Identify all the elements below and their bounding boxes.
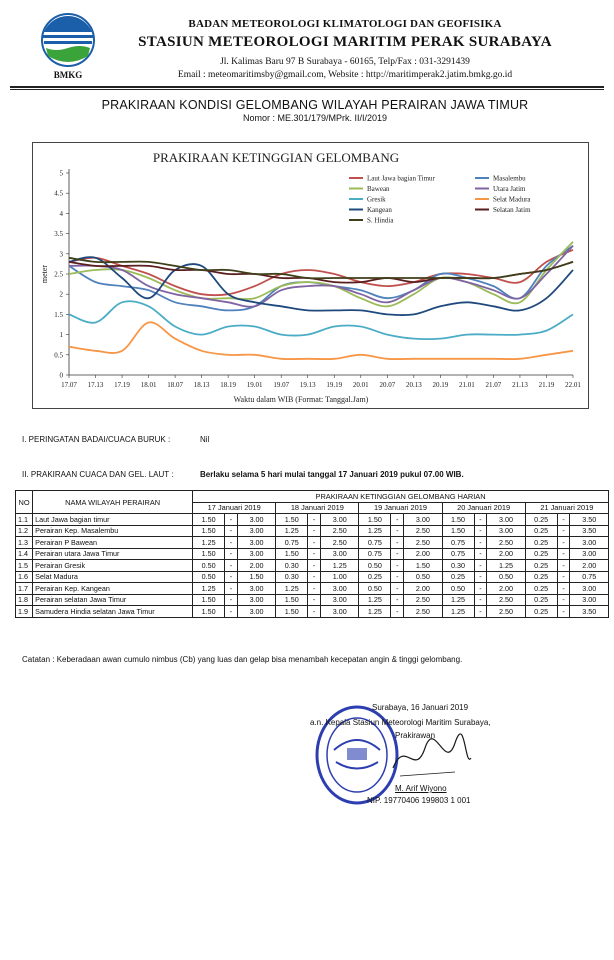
min-height: 1.50: [276, 606, 308, 618]
range-dash: -: [557, 594, 570, 606]
max-height: 0.75: [570, 571, 609, 583]
max-height: 2.00: [570, 560, 609, 572]
y-tick-label: 2: [59, 290, 63, 299]
min-height: 0.25: [525, 514, 557, 526]
min-height: 0.25: [525, 594, 557, 606]
row-number: 1.3: [16, 537, 33, 549]
range-dash: -: [225, 548, 238, 560]
y-tick-label: 0.5: [54, 351, 63, 360]
range-dash: -: [225, 537, 238, 549]
range-dash: -: [391, 525, 404, 537]
max-height: 3.00: [321, 514, 359, 526]
min-height: 1.25: [359, 525, 391, 537]
date-header: 19 Januari 2019: [359, 502, 442, 514]
warning-label: I. PERINGATAN BADAI/CUACA BURUK :: [22, 435, 171, 444]
station-contact: Email : meteomaritimsby@gmail.com, Website : http://maritimperak2.jatim.bmkg.go.id: [177, 70, 513, 80]
min-height: 1.25: [442, 594, 474, 606]
area-name: Selat Madura: [33, 571, 193, 583]
range-dash: -: [391, 583, 404, 595]
min-height: 0.75: [442, 537, 474, 549]
range-dash: -: [391, 514, 404, 526]
min-height: 0.25: [525, 548, 557, 560]
y-tick-label: 2.5: [54, 270, 63, 279]
x-tick-label: 18.19: [220, 381, 237, 389]
max-height: 3.00: [321, 583, 359, 595]
x-tick-label: 21.07: [485, 381, 502, 389]
max-height: 3.00: [237, 548, 275, 560]
row-number: 1.4: [16, 548, 33, 560]
table-row: [16, 525, 609, 537]
area-name: Laut Jawa bagian timur: [33, 514, 193, 526]
max-height: 3.50: [570, 514, 609, 526]
y-axis-label: meter: [40, 264, 49, 284]
max-height: 3.00: [321, 594, 359, 606]
max-height: 3.00: [237, 583, 275, 595]
max-height: 3.00: [237, 525, 275, 537]
max-height: 2.00: [404, 548, 442, 560]
range-dash: -: [474, 548, 487, 560]
range-dash: -: [474, 571, 487, 583]
logo-text: BMKG: [53, 70, 83, 80]
x-tick-label: 20.19: [432, 381, 449, 389]
row-number: 1.5: [16, 560, 33, 572]
max-height: 0.50: [404, 571, 442, 583]
max-height: 2.50: [404, 594, 442, 606]
series-line: [69, 258, 573, 279]
max-height: 3.50: [570, 525, 609, 537]
min-height: 1.50: [276, 548, 308, 560]
min-height: 1.25: [442, 606, 474, 618]
x-tick-label: 20.13: [405, 381, 422, 389]
range-dash: -: [557, 514, 570, 526]
warning-value: Nil: [200, 435, 210, 444]
max-height: 1.50: [404, 560, 442, 572]
col-no: NO: [16, 491, 33, 514]
table-header-row: [16, 491, 609, 503]
x-tick-label: 19.01: [246, 381, 263, 389]
x-tick-label: 17.07: [61, 381, 77, 389]
bmkg-logo: [34, 12, 102, 82]
max-height: 3.00: [237, 514, 275, 526]
range-dash: -: [391, 560, 404, 572]
range-dash: -: [308, 606, 321, 618]
min-height: 0.50: [193, 571, 225, 583]
range-dash: -: [391, 571, 404, 583]
max-height: 3.00: [570, 548, 609, 560]
legend-label: Utara Jatim: [493, 185, 526, 193]
table-row: [16, 548, 609, 560]
date-header: 21 Januari 2019: [525, 502, 608, 514]
x-tick-label: 19.07: [273, 381, 290, 389]
header-divider: [10, 86, 604, 88]
forecast-table: [15, 490, 609, 618]
min-height: 0.25: [525, 583, 557, 595]
range-dash: -: [391, 594, 404, 606]
y-tick-label: 5: [59, 169, 63, 178]
x-tick-label: 17.13: [87, 381, 104, 389]
range-dash: -: [391, 537, 404, 549]
max-height: 0.50: [487, 571, 525, 583]
x-tick-label: 20.01: [352, 381, 369, 389]
range-dash: -: [308, 560, 321, 572]
legend-label: Gresik: [367, 195, 386, 204]
range-dash: -: [225, 560, 238, 572]
table-body: [16, 514, 609, 618]
max-height: 3.50: [570, 606, 609, 618]
max-height: 2.50: [404, 525, 442, 537]
max-height: 2.00: [487, 583, 525, 595]
min-height: 0.50: [193, 560, 225, 572]
max-height: 3.00: [487, 525, 525, 537]
min-height: 0.75: [276, 537, 308, 549]
header-divider-thin: [10, 89, 604, 90]
max-height: 1.25: [487, 560, 525, 572]
document-number: Nomor : ME.301/179/MPrk. II/I/2019: [242, 113, 388, 123]
min-height: 1.50: [276, 594, 308, 606]
range-dash: -: [391, 548, 404, 560]
max-height: 2.00: [404, 583, 442, 595]
date-header: 18 Januari 2019: [276, 502, 359, 514]
min-height: 1.25: [276, 525, 308, 537]
min-height: 1.50: [193, 525, 225, 537]
min-height: 0.50: [359, 583, 391, 595]
area-name: Perairan selatan Jawa Timur: [33, 594, 193, 606]
date-header: 20 Januari 2019: [442, 502, 525, 514]
table-row: [16, 560, 609, 572]
range-dash: -: [225, 514, 238, 526]
legend-label: Bawean: [367, 185, 390, 193]
max-height: 2.00: [487, 548, 525, 560]
x-tick-label: 21.01: [459, 381, 475, 389]
min-height: 1.50: [442, 514, 474, 526]
area-name: Perairan Gresik: [33, 560, 193, 572]
min-height: 0.25: [525, 571, 557, 583]
range-dash: -: [474, 514, 487, 526]
min-height: 0.25: [525, 560, 557, 572]
y-tick-label: 0: [59, 371, 63, 380]
x-tick-label: 19.13: [299, 381, 316, 389]
station-name: STASIUN METEOROLOGI MARITIM PERAK SURABAYA: [138, 34, 552, 50]
range-dash: -: [474, 594, 487, 606]
x-tick-label: 21.19: [538, 381, 555, 389]
range-dash: -: [557, 606, 570, 618]
range-dash: -: [474, 525, 487, 537]
min-height: 1.50: [193, 514, 225, 526]
table-row: [16, 514, 609, 526]
min-height: 0.25: [442, 571, 474, 583]
area-name: Perairan utara Jawa Timur: [33, 548, 193, 560]
area-name: Perairan P Bawean: [33, 537, 193, 549]
forecast-label: II. PRAKIRAAN CUACA DAN GEL. LAUT :: [22, 470, 174, 479]
wave-height-chart: [32, 142, 589, 409]
max-height: 1.25: [321, 560, 359, 572]
signature-place-date: Surabaya, 16 Januari 2019: [372, 703, 469, 712]
range-dash: -: [557, 571, 570, 583]
min-height: 1.25: [359, 606, 391, 618]
max-height: 3.00: [570, 583, 609, 595]
max-height: 1.50: [237, 571, 275, 583]
legend-label: Selat Madura: [493, 195, 531, 204]
y-tick-label: 4.5: [54, 189, 63, 198]
min-height: 0.50: [442, 583, 474, 595]
min-height: 0.50: [359, 560, 391, 572]
col-group-header: PRAKIRAAN KETINGGIAN GELOMBANG HARIAN: [193, 491, 609, 503]
chart-title: PRAKIRAAN KETINGGIAN GELOMBANG: [152, 150, 400, 165]
table-row: [16, 583, 609, 595]
max-height: 2.50: [404, 537, 442, 549]
max-height: 2.00: [237, 560, 275, 572]
min-height: 0.75: [442, 548, 474, 560]
x-tick-label: 18.01: [140, 381, 157, 389]
min-height: 0.25: [525, 606, 557, 618]
range-dash: -: [557, 583, 570, 595]
row-number: 1.1: [16, 514, 33, 526]
range-dash: -: [225, 525, 238, 537]
y-tick-label: 1.5: [54, 310, 63, 319]
max-height: 2.50: [487, 606, 525, 618]
min-height: 1.50: [359, 514, 391, 526]
series-line: [69, 322, 573, 359]
min-height: 0.25: [359, 571, 391, 583]
forecast-validity: Berlaku selama 5 hari mulai tanggal 17 Januari 2019 pukul 07.00 WIB.: [200, 470, 464, 479]
range-dash: -: [557, 560, 570, 572]
range-dash: -: [308, 525, 321, 537]
series-line: [69, 242, 573, 307]
x-tick-label: 21.13: [512, 381, 528, 389]
table-row: [16, 537, 609, 549]
range-dash: -: [557, 525, 570, 537]
max-height: 3.00: [404, 514, 442, 526]
min-height: 0.30: [276, 571, 308, 583]
chart-svg: [33, 143, 588, 408]
range-dash: -: [225, 606, 238, 618]
row-number: 1.8: [16, 594, 33, 606]
y-tick-label: 3.5: [54, 230, 63, 239]
min-height: 1.50: [193, 548, 225, 560]
max-height: 2.50: [487, 594, 525, 606]
x-tick-label: 22.01: [565, 381, 581, 389]
table-row: [16, 606, 609, 618]
legend-label: Selatan Jatim: [493, 206, 531, 214]
area-name: Samudera Hindia selatan Jawa Timur: [33, 606, 193, 618]
max-height: 3.00: [237, 594, 275, 606]
row-number: 1.6: [16, 571, 33, 583]
row-number: 1.2: [16, 525, 33, 537]
area-name: Perairan Kep. Masalembu: [33, 525, 193, 537]
range-dash: -: [225, 583, 238, 595]
y-tick-label: 1: [59, 331, 63, 340]
min-height: 0.30: [442, 560, 474, 572]
range-dash: -: [308, 571, 321, 583]
range-dash: -: [474, 560, 487, 572]
agency-name: BADAN METEOROLOGI KLIMATOLOGI DAN GEOFISIKA: [188, 18, 502, 30]
max-height: 2.50: [321, 525, 359, 537]
min-height: 1.25: [193, 537, 225, 549]
range-dash: -: [225, 594, 238, 606]
y-tick-label: 4: [59, 209, 63, 218]
min-height: 1.50: [193, 606, 225, 618]
signature-role: Prakirawan: [395, 731, 436, 740]
range-dash: -: [474, 537, 487, 549]
min-height: 1.50: [193, 594, 225, 606]
range-dash: -: [474, 583, 487, 595]
x-tick-label: 19.19: [326, 381, 343, 389]
min-height: 1.25: [276, 583, 308, 595]
range-dash: -: [225, 571, 238, 583]
row-number: 1.7: [16, 583, 33, 595]
y-tick-label: 3: [59, 250, 63, 259]
max-height: 3.00: [487, 514, 525, 526]
area-name: Perairan Kep. Kangean: [33, 583, 193, 595]
table-row: [16, 571, 609, 583]
range-dash: -: [308, 583, 321, 595]
max-height: 2.50: [321, 537, 359, 549]
range-dash: -: [308, 537, 321, 549]
min-height: 1.25: [193, 583, 225, 595]
signature-name: M. Arif Wiyono: [395, 784, 447, 793]
max-height: 3.00: [237, 537, 275, 549]
min-height: 1.25: [359, 594, 391, 606]
max-height: 3.00: [321, 548, 359, 560]
max-height: 2.50: [487, 537, 525, 549]
x-tick-label: 20.07: [379, 381, 396, 389]
table-row: [16, 594, 609, 606]
x-tick-label: 17.19: [114, 381, 130, 389]
max-height: 3.00: [237, 606, 275, 618]
range-dash: -: [474, 606, 487, 618]
note: Catatan : Keberadaan awan cumulo nimbus (Cb) yang luas dan gelap bisa menambah kecepatan angin & tinggi gelombang.: [22, 655, 463, 664]
min-height: 0.25: [525, 537, 557, 549]
range-dash: -: [308, 594, 321, 606]
min-height: 0.30: [276, 560, 308, 572]
legend-label: Masalembu: [493, 174, 526, 183]
range-dash: -: [557, 537, 570, 549]
legend-label: Laut Jawa bagian Timur: [367, 174, 435, 183]
max-height: 3.00: [570, 537, 609, 549]
min-height: 1.50: [442, 525, 474, 537]
x-tick-label: 18.07: [167, 381, 183, 389]
date-header: 17 Januari 2019: [193, 502, 276, 514]
signature-nip: NIP. 19770406 199803 1 001: [367, 796, 471, 805]
max-height: 2.50: [404, 606, 442, 618]
min-height: 0.75: [359, 548, 391, 560]
max-height: 3.00: [570, 594, 609, 606]
document-title: PRAKIRAAN KONDISI GELOMBANG WILAYAH PERAIRAN JAWA TIMUR: [101, 98, 529, 112]
range-dash: -: [557, 548, 570, 560]
x-tick-label: 18.13: [193, 381, 210, 389]
col-area: NAMA WILAYAH PERAIRAN: [33, 491, 193, 514]
range-dash: -: [308, 548, 321, 560]
x-axis-label: Waktu dalam WIB (Format: Tanggal.Jam): [233, 395, 369, 404]
signature-on-behalf: a.n. Kepala Stasiun Meteorologi Maritim Surabaya,: [310, 718, 491, 727]
legend-label: S. Hindia: [367, 216, 394, 225]
max-height: 3.00: [321, 606, 359, 618]
row-number: 1.9: [16, 606, 33, 618]
station-address: Jl. Kalimas Baru 97 B Surabaya - 60165, Telp/Fax : 031-3291439: [220, 57, 470, 67]
range-dash: -: [391, 606, 404, 618]
min-height: 1.50: [276, 514, 308, 526]
min-height: 0.75: [359, 537, 391, 549]
range-dash: -: [308, 514, 321, 526]
max-height: 1.00: [321, 571, 359, 583]
min-height: 0.25: [525, 525, 557, 537]
legend-label: Kangean: [367, 206, 392, 214]
